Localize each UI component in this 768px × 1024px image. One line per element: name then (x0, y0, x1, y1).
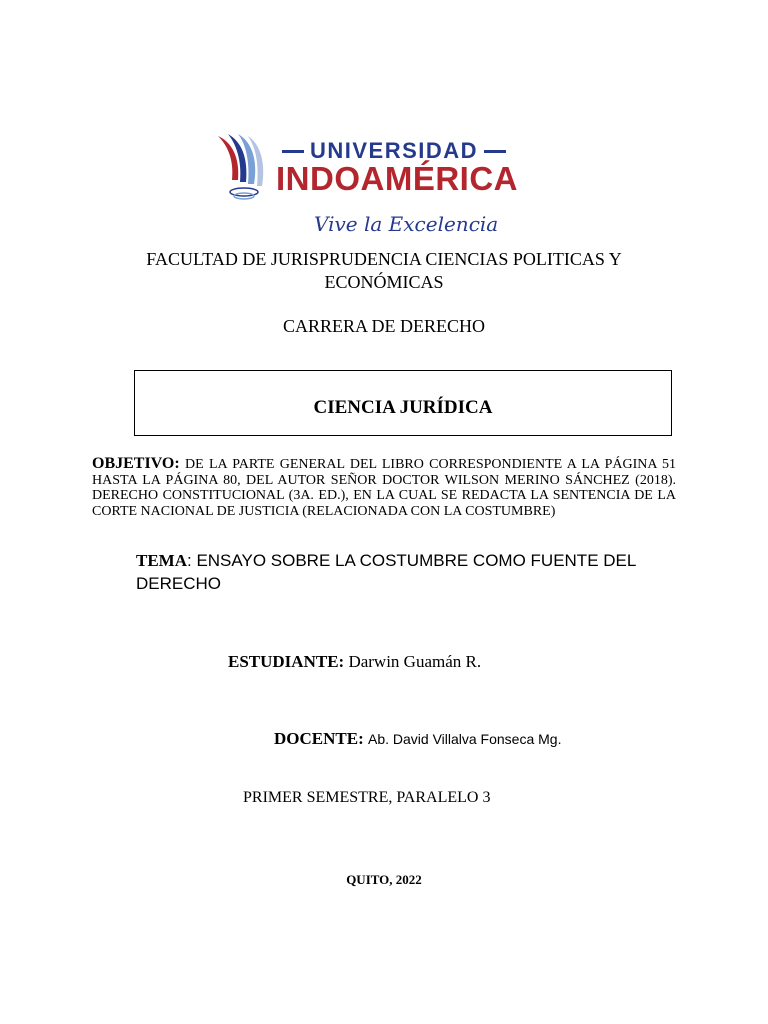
logo-university-name: INDOAMÉRICA (276, 160, 518, 197)
student-label: ESTUDIANTE: (228, 652, 345, 671)
university-emblem-icon (214, 132, 272, 200)
career-name: CARRERA DE DERECHO (282, 316, 486, 336)
objective-label: OBJETIVO: (92, 455, 180, 472)
student-line (228, 652, 481, 672)
faculty-name: FACULTAD DE JURISPRUDENCIA CIENCIAS POLITICAS Y ECONÓMICAS (146, 249, 622, 292)
semester-line: PRIMER SEMESTRE, PARALELO 3 (243, 789, 491, 806)
teacher-name: Ab. David Villalva Fonseca Mg. (367, 731, 562, 747)
city-year: QUITO, 2022 (346, 872, 422, 887)
teacher-label: DOCENTE: (274, 729, 364, 748)
logo-rule-right (484, 150, 506, 153)
logo-rule-left (282, 150, 304, 153)
logo-slogan: Vive la Excelencia (314, 212, 499, 236)
subject-title: CIENCIA JURÍDICA (313, 397, 493, 418)
topic-label: TEMA (136, 551, 187, 570)
topic-paragraph (136, 549, 676, 595)
objective-paragraph (92, 456, 676, 519)
topic-text: : ENSAYO SOBRE LA COSTUMBRE COMO FUENTE DEL DERECHO (136, 551, 636, 593)
objective-text: DE LA PARTE GENERAL DEL LIBRO CORRESPONDIENTE A LA PÁGINA 51 HASTA LA PÁGINA 80, DEL AUTOR SEÑOR DOCTOR WILSON MERINO SÁNCHEZ (2018). DERECHO CONSTITUCIONAL (3A. ED.), EN LA CUAL SE REDACTA LA SENTENCIA DE LA CORTE NACIONAL DE JUSTICIA (RELACIONADA CON LA COSTUMBRE) (92, 457, 677, 519)
subject-box (134, 370, 672, 436)
logo-university-word: UNIVERSIDAD (309, 138, 479, 163)
university-logo (214, 132, 519, 242)
student-name: Darwin Guamán R. (348, 652, 482, 671)
teacher-line (274, 729, 561, 749)
